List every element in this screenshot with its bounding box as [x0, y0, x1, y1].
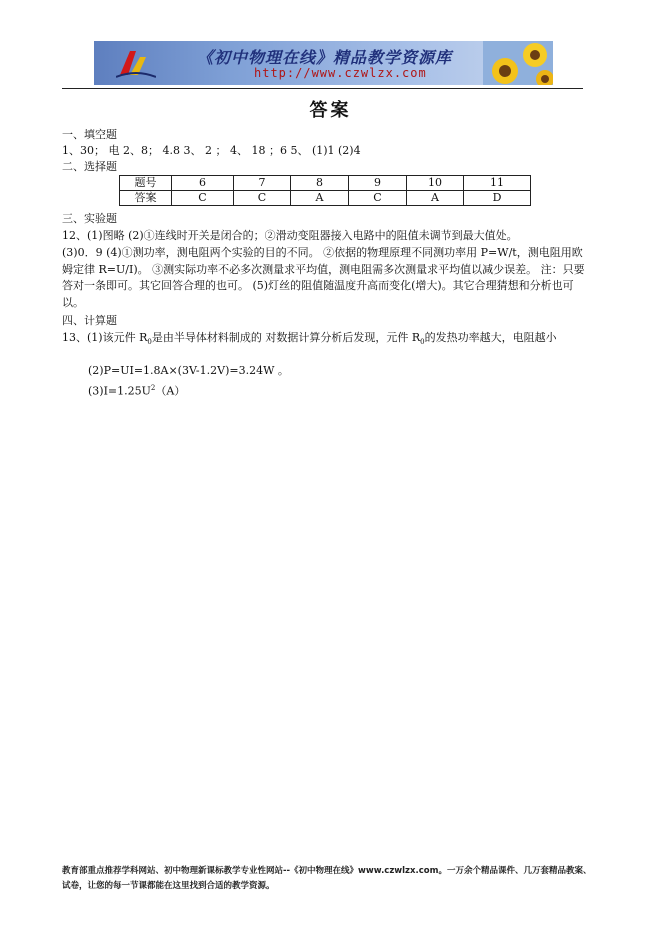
banner-url[interactable]: http://www.czwlzx.com: [254, 66, 427, 80]
calc-text: 的发热功率越大，电阻越: [424, 331, 546, 344]
choice-answer-table: [119, 175, 531, 206]
calc-answer-1: [62, 330, 585, 350]
subscript-zero: 0: [420, 338, 425, 347]
table-cell: 8: [291, 176, 349, 191]
header-divider: [62, 88, 583, 89]
table-cell: C: [234, 191, 291, 206]
section-experiment-heading: 三、实验题: [62, 212, 117, 225]
table-row: [120, 176, 531, 191]
table-row: [120, 191, 531, 206]
table-cell: C: [172, 191, 234, 206]
calc-text: 小: [545, 331, 557, 344]
subscript-zero: 0: [147, 338, 152, 347]
table-cell: A: [291, 191, 349, 206]
sunflower-image: [483, 41, 553, 85]
table-cell: 7: [234, 176, 291, 191]
table-cell: 6: [172, 176, 234, 191]
calc-text: （A）: [155, 384, 186, 398]
page-title: 答案: [309, 100, 352, 121]
header-banner: [94, 41, 553, 85]
page-footer: 教育部重点推荐学科网站、初中物理新课标教学专业性网站--《初中物理在线》www.czwlzx.com。一万余个精品课件、几万套精品教案、试卷，让您的每一节课都能在这里找到合适的教学资源。: [62, 866, 592, 891]
table-cell: 答案: [120, 191, 172, 206]
table-cell: 11: [464, 176, 531, 191]
section-fill-heading: 一、填空题: [62, 128, 117, 141]
fill-answers: 1、30； 电 2、8； 4.8 3、 2 ； 4、 18 ；6 5、 (1)1 (2)4: [62, 144, 361, 157]
table-cell: 题号: [120, 176, 172, 191]
section-choice-heading: 二、选择题: [62, 160, 117, 173]
banner-title: 《初中物理在线》精品教学资源库: [197, 48, 453, 67]
table-cell: 10: [407, 176, 464, 191]
site-logo-icon: [116, 47, 156, 79]
superscript-two: 2: [150, 384, 156, 392]
experiment-paragraph: (3)0．9 (4)①测功率，测电阻两个实验的目的不同。 ②依据的物理原理不同测功率用 P=W/t，测电阻用欧姆定律 R=U/I)。 ③测实际功率不必多次测量求平均值，测电阻需多次测量求平均值以减少误差。 注：只要答对一条即可。其它回答合理的也可。 (5)灯丝的阻值随温度升高而变化(增大)。其它合理猜想和分析也可以。: [62, 246, 585, 309]
calc-text: 是由半导体材料制成的 对数据计算分析后发现，元件 R: [151, 331, 421, 344]
experiment-line-1: 12、(1)图略 (2)①连线时开关是闭合的；②滑动变阻器接入电路中的阻值未调节到最大值处。: [62, 229, 518, 242]
table-cell: 9: [349, 176, 407, 191]
section-calc-heading: 四、计算题: [62, 314, 117, 327]
table-cell: C: [349, 191, 407, 206]
table-cell: A: [407, 191, 464, 206]
calc-answer-2: (2)P=UI=1.8A×(3V-1.2V)=3.24W 。: [88, 364, 289, 377]
table-cell: D: [464, 191, 531, 206]
calc-text: 13、(1)该元件 R: [62, 331, 148, 344]
calc-text: (3)I=1.25U: [88, 384, 151, 398]
calc-answer-3: [88, 381, 185, 399]
